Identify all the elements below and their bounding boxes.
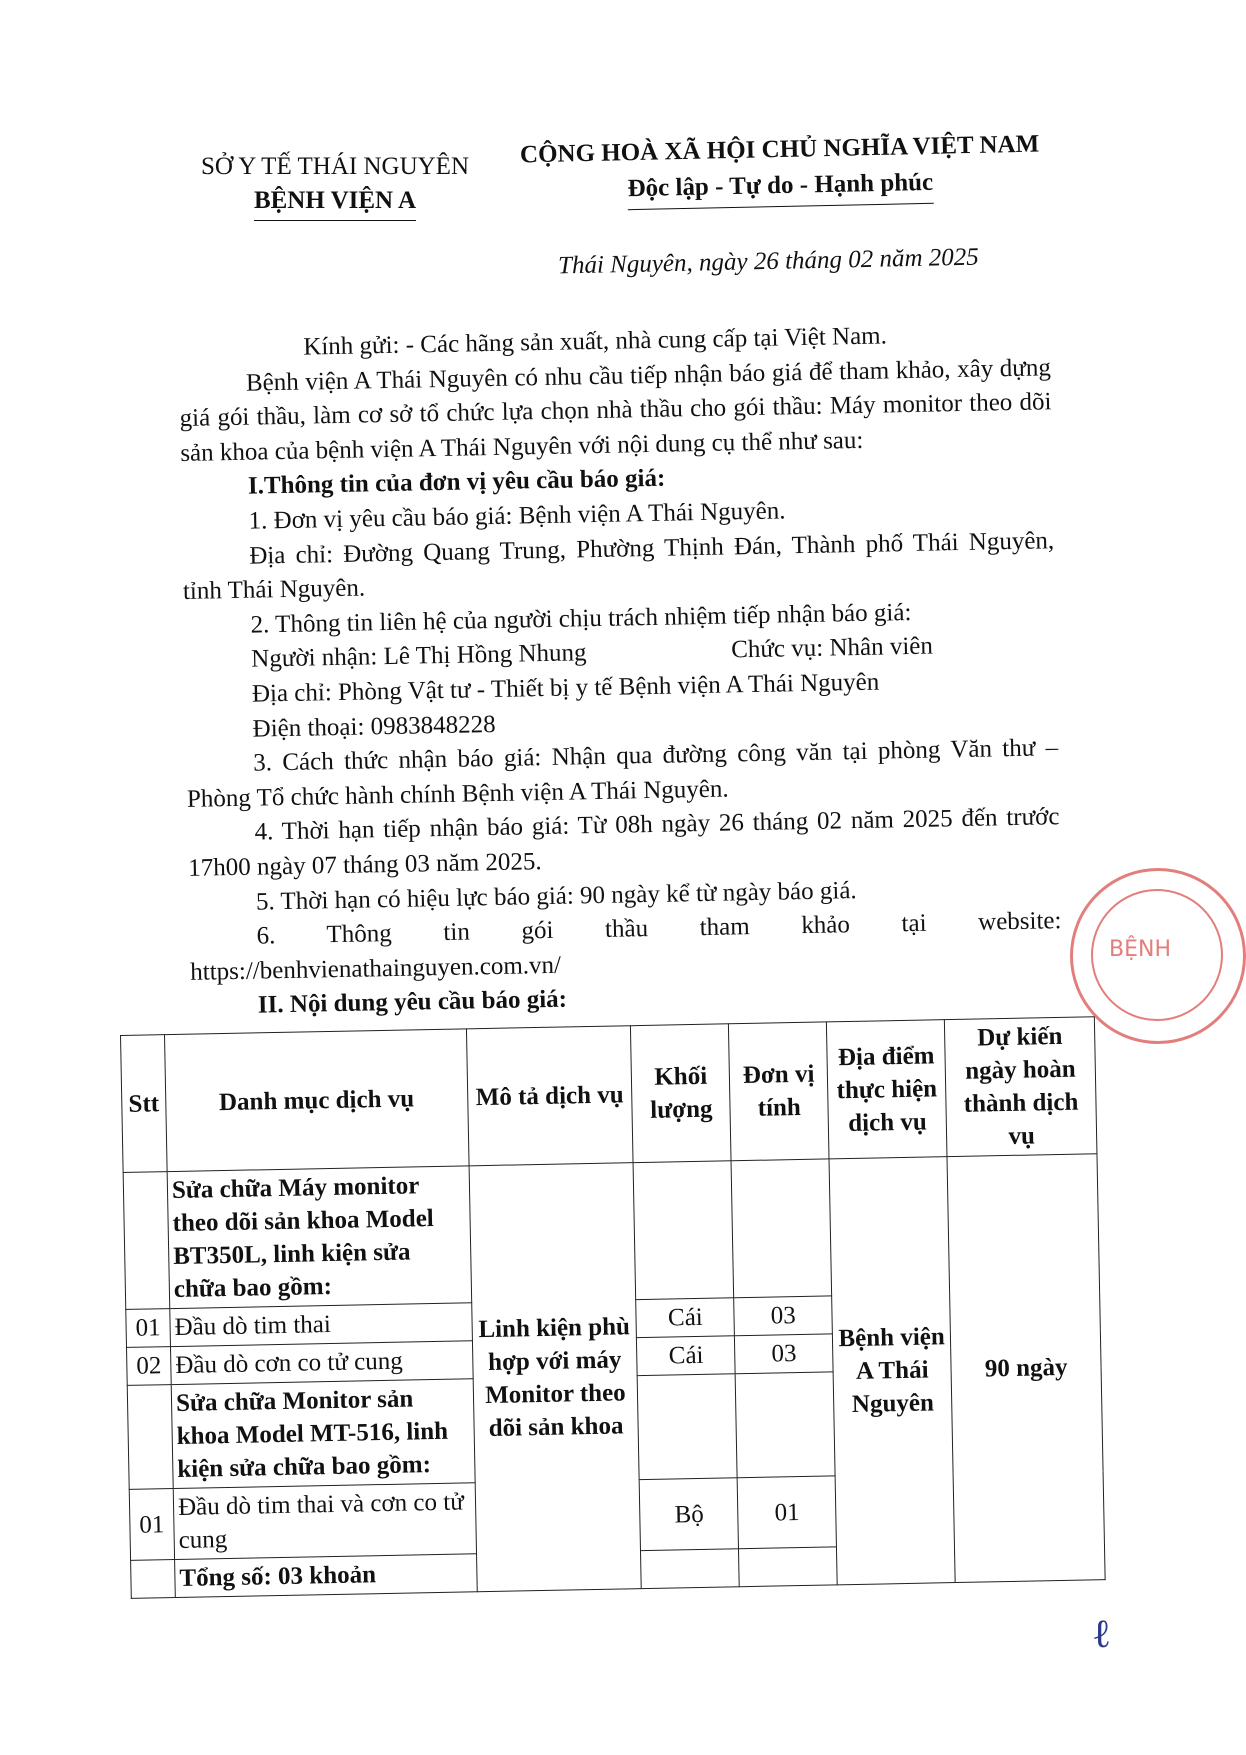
country-name: CỘNG HOÀ XÃ HỘI CHỦ NGHĨA VIỆT NAM bbox=[519, 130, 1040, 169]
row-unit: Cái bbox=[637, 1336, 736, 1376]
row-unit: Cái bbox=[636, 1298, 735, 1338]
stamp-text: BỆNH bbox=[1109, 937, 1171, 962]
national-header bbox=[519, 127, 1040, 213]
total-label: Tổng số: 03 khoản bbox=[175, 1554, 477, 1598]
hospital-name: BỆNH VIỆN A bbox=[254, 184, 416, 221]
position: Chức vụ: Nhân viên bbox=[730, 632, 934, 664]
national-motto: Độc lập - Tự do - Hạnh phúc bbox=[627, 165, 933, 210]
row-quantity: 03 bbox=[734, 1296, 833, 1336]
completion-cell: 90 ngày bbox=[947, 1154, 1105, 1583]
section-1-title: I.Thông tin của đơn vị yêu cầu báo giá: bbox=[247, 465, 666, 501]
header-quantity: Khối lượng bbox=[631, 1024, 732, 1163]
website-link[interactable]: https://benhvienathainguyen.com.vn/ bbox=[190, 951, 562, 986]
item-6: 6. Thông tin gói thầu tham khảo tại website: bbox=[256, 907, 1062, 950]
initial-signature-icon: ℓ bbox=[1092, 1611, 1112, 1656]
department-name: SỞ Y TẾ THÁI NGUYÊN bbox=[200, 153, 470, 180]
row-item-name: Đầu dò tim thai và cơn co tử cung bbox=[173, 1483, 476, 1560]
item-1: 1. Đơn vị yêu cầu báo giá: Bệnh viện A Thái Nguyên. bbox=[248, 497, 786, 535]
header-unit: Đơn vị tính bbox=[729, 1022, 830, 1161]
issuer-block bbox=[190, 150, 480, 221]
header-stt: Stt bbox=[121, 1035, 168, 1173]
row-stt: 01 bbox=[129, 1489, 174, 1561]
item-5: 5. Thời hạn có hiệu lực báo giá: 90 ngày kể từ ngày báo giá. bbox=[255, 876, 857, 916]
intro-paragraph: Bệnh viện A Thái Nguyên có nhu cầu tiếp nhận báo giá để tham khảo, xây dựng giá gói thầu, làm cơ sở tổ chức lựa chọn nhà thầu cho gói thầu: Máy monitor theo dõi sản khoa của bệnh viện A Thái Nguyên với nội dung cụ thể như sau: bbox=[179, 353, 1052, 467]
section-2-title: II. Nội dung yêu cầu báo giá: bbox=[257, 985, 568, 1019]
salutation: Kính gửi: - Các hãng sản xuất, nhà cung cấp tại Việt Nam. bbox=[303, 322, 888, 361]
group-2-title: Sửa chữa Monitor sản khoa Model MT-516, linh kiện sửa chữa bao gồm: bbox=[171, 1379, 474, 1489]
red-seal-stamp bbox=[1070, 868, 1246, 1044]
row-unit: Bộ bbox=[640, 1478, 739, 1551]
quotation-table bbox=[120, 1016, 1106, 1599]
item-2: 2. Thông tin liên hệ của người chịu trách nhiệm tiếp nhận báo giá: bbox=[250, 598, 912, 639]
header-service: Danh mục dịch vụ bbox=[164, 1029, 468, 1172]
header-description: Mô tả dịch vụ bbox=[466, 1026, 633, 1166]
item-3: 3. Cách thức nhận báo giá: Nhận qua đường công văn tại phòng Văn thư – Phòng Tổ chức hành chính Bệnh viện A Thái Nguyên. bbox=[186, 734, 1059, 813]
header-location: Địa điểm thực hiện dịch vụ bbox=[827, 1020, 948, 1159]
description-cell: Linh kiện phù hợp với máy Monitor theo dõi sản khoa bbox=[469, 1163, 642, 1592]
table-row bbox=[123, 1154, 1099, 1310]
row-quantity: 03 bbox=[735, 1334, 834, 1374]
row-quantity: 01 bbox=[737, 1476, 836, 1549]
phone: Điện thoại: 0983848228 bbox=[252, 710, 496, 743]
letter-body bbox=[178, 316, 1063, 1024]
dateline: Thái Nguyên, ngày 26 tháng 02 năm 2025 bbox=[557, 243, 980, 280]
header-completion: Dự kiến ngày hoàn thành dịch vụ bbox=[944, 1017, 1096, 1157]
row-item-name: Đầu dò cơn co tử cung bbox=[170, 1341, 472, 1385]
row-stt: 01 bbox=[126, 1309, 171, 1348]
address: Địa chỉ: Đường Quang Trung, Phường Thịnh Đán, Thành phố Thái Nguyên, tỉnh Thái Nguyên. bbox=[182, 526, 1055, 606]
contact-address: Địa chỉ: Phòng Vật tư - Thiết bị y tế Bệnh viện A Thái Nguyên bbox=[251, 668, 880, 708]
table-header-row bbox=[121, 1017, 1097, 1173]
row-stt: 02 bbox=[126, 1347, 171, 1386]
recipient: Người nhận: Lê Thị Hồng Nhung bbox=[251, 639, 587, 673]
item-4: 4. Thời hạn tiếp nhận báo giá: Từ 08h ngày 26 tháng 02 năm 2025 đến trước 17h00 ngày 07 tháng 03 năm 2025. bbox=[188, 803, 1060, 882]
group-1-title: Sửa chữa Máy monitor theo dõi sản khoa Model BT350L, linh kiện sửa chữa bao gồm: bbox=[167, 1166, 471, 1309]
location-cell: Bệnh viện A Thái Nguyên bbox=[829, 1157, 955, 1585]
row-item-name: Đầu dò tim thai bbox=[170, 1303, 472, 1347]
